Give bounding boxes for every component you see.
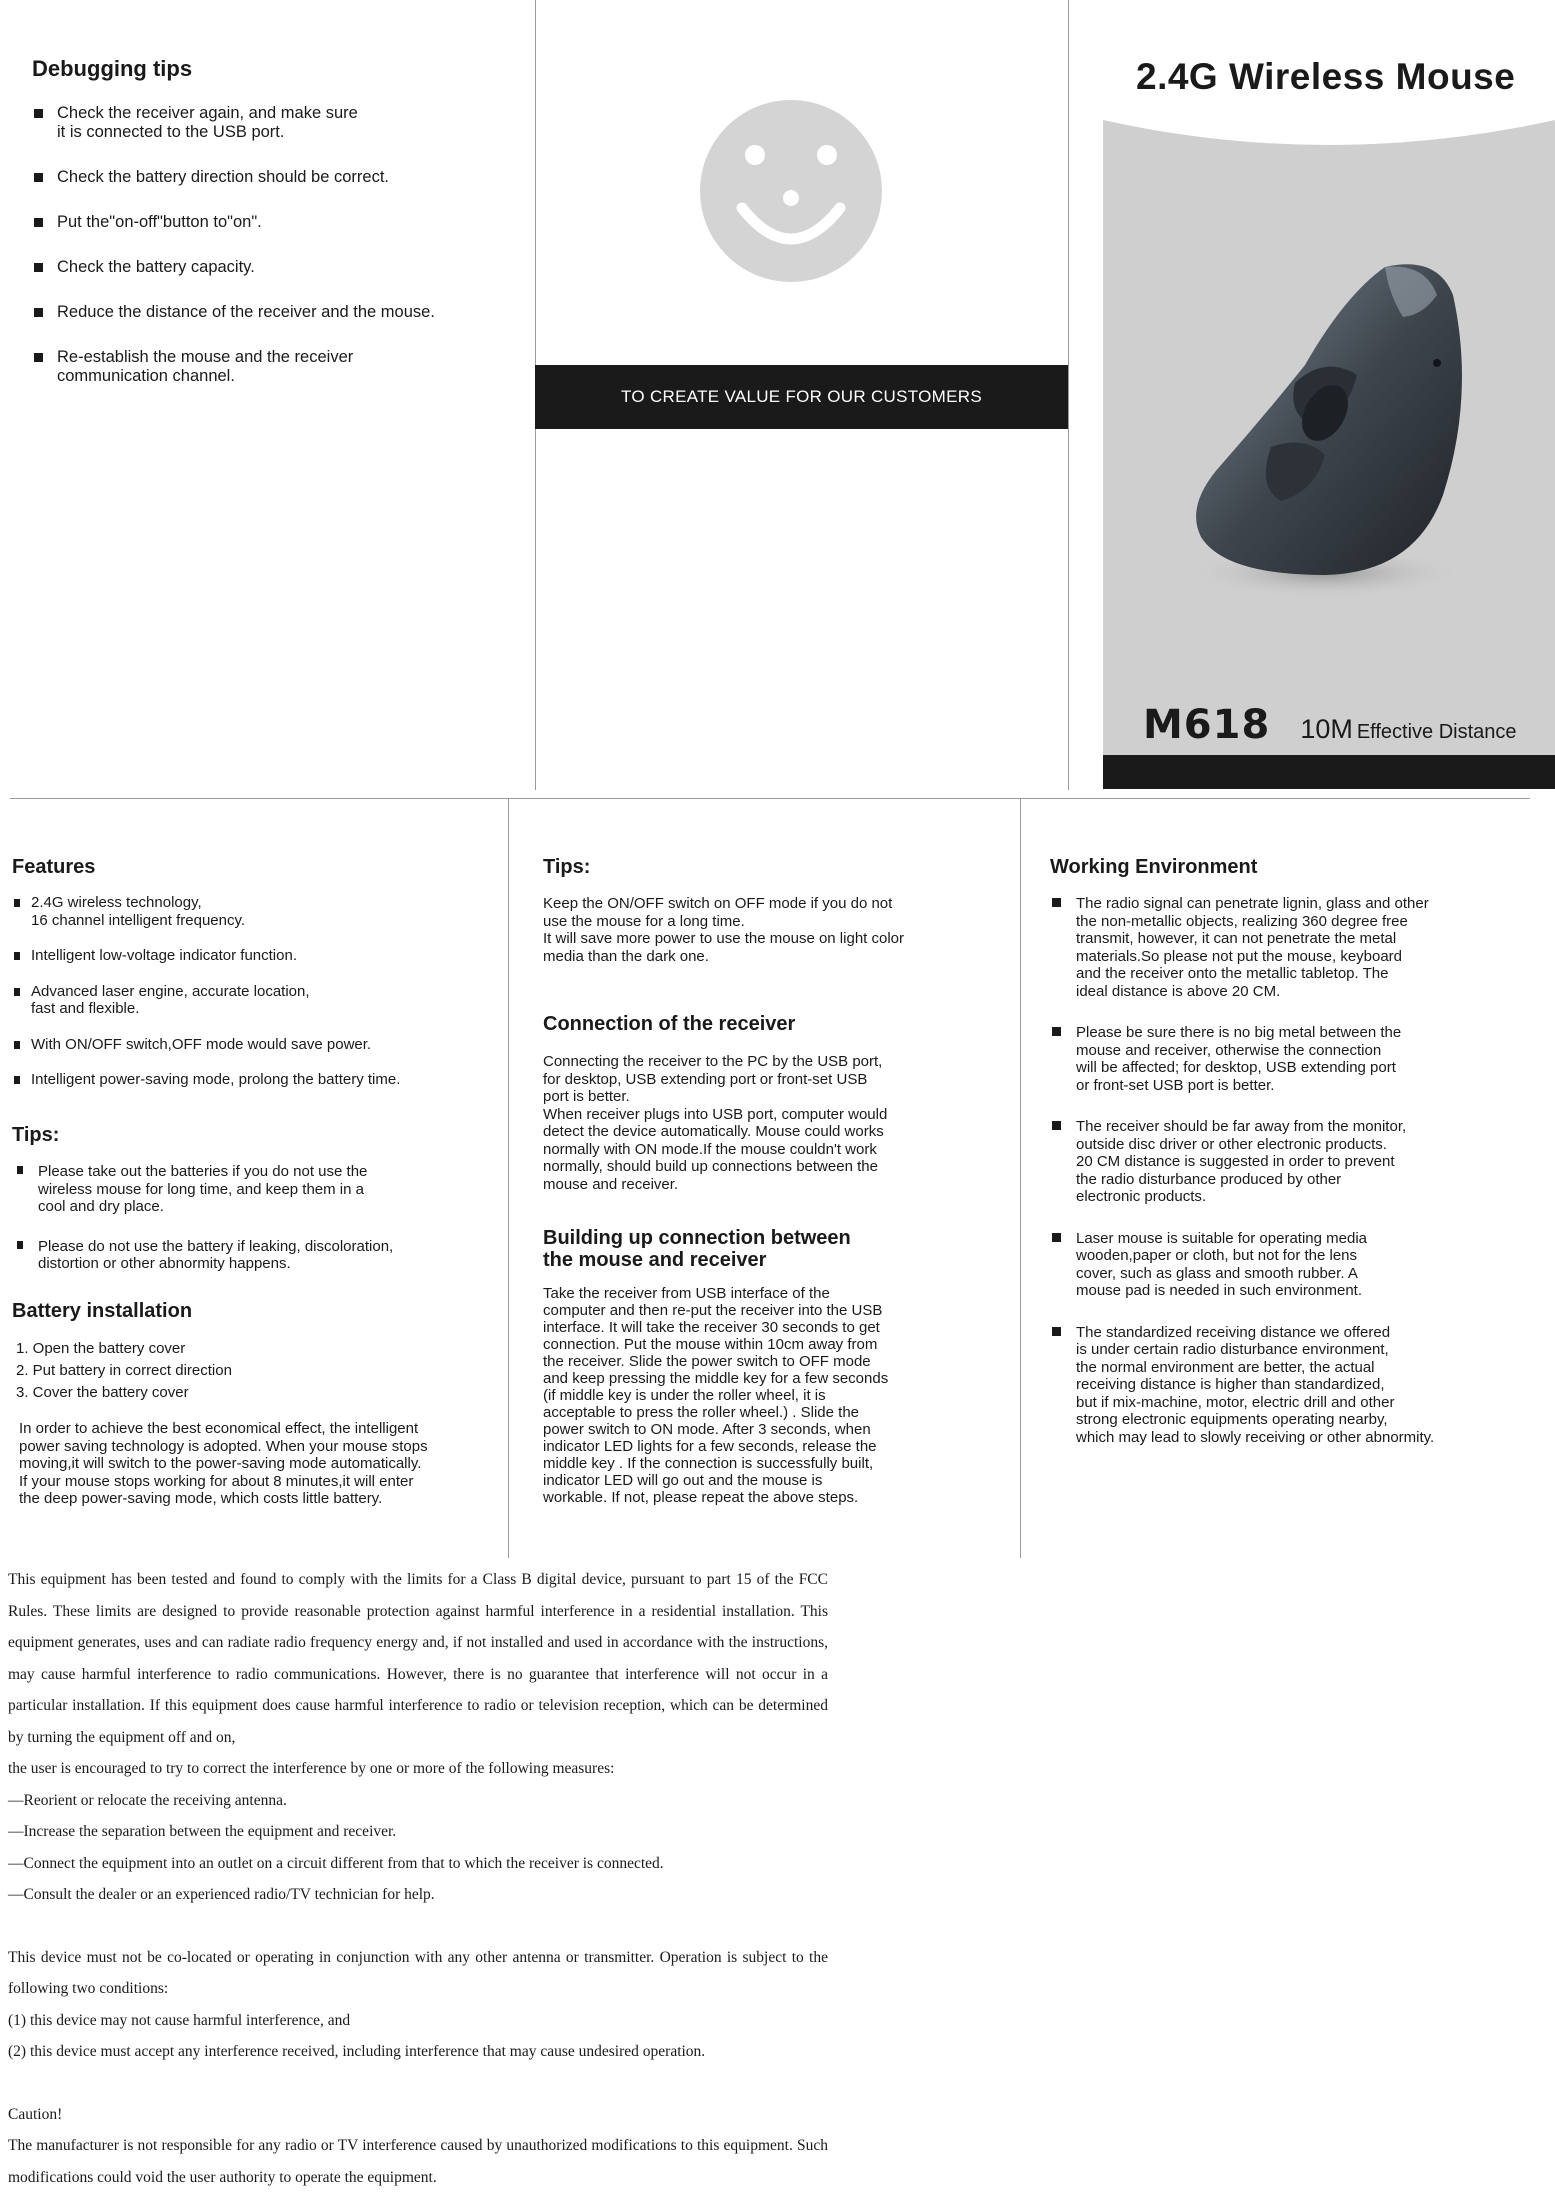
fcc-measure-1: —Reorient or relocate the receiving antenna. bbox=[8, 1791, 287, 1809]
product-title: 2.4G Wireless Mouse bbox=[1136, 56, 1516, 97]
vertical-mouse-image bbox=[1175, 255, 1475, 600]
battery-step-1: 1. Open the battery cover bbox=[16, 1340, 186, 1357]
fcc-measure-4: —Consult the dealer or an experienced radio/TV technician for help. bbox=[8, 1886, 435, 1903]
debugging-tips-heading: Debugging tips bbox=[32, 56, 193, 81]
tip-left-item-2: Please do not use the battery if leaking, discoloration, distortion or other abnormity happens. bbox=[12, 1238, 492, 1273]
tips-center-heading: Tips: bbox=[543, 856, 591, 878]
fcc-condition-1: (1) this device may not cause harmful interference, and bbox=[8, 2011, 351, 2029]
environment-item-4: Laser mouse is suitable for operating media wooden,paper or cloth, but not for the lens cover, such as glass and smooth rubber. A mouse pad is needed in such environment. bbox=[1050, 1230, 1540, 1300]
battery-power-saving-note: In order to achieve the best economical effect, the intelligent power saving technology is adopted. When your mouse stops moving,it will switch to the power-saving mode automatically. If your mouse stops working for about 8 minutes,it will enter the deep power-saving mode, which costs little battery. bbox=[19, 1420, 428, 1507]
smiley-left-eye bbox=[745, 145, 765, 165]
fcc-condition-2: (2) this device must accept any interference received, including interference that may cause undesired operation. bbox=[8, 2043, 706, 2060]
environment-item-5: The standardized receiving distance we offered is under certain radio disturbance environment, the normal environment are better, the actual receiving distance is higher than standardized, but if mix-machine, motor, electric drill and other strong electronic equipments operating nearby, which may lead to slowly receiving or other abnormity. bbox=[1050, 1324, 1540, 1447]
fcc-caution-title: Caution! bbox=[8, 2105, 63, 2123]
tips-center-text: Keep the ON/OFF switch on OFF mode if you do not use the mouse for a long time. It will save more power to use the mouse on light color media than the dark one. bbox=[543, 895, 905, 965]
battery-step-3: 3. Cover the battery cover bbox=[16, 1384, 189, 1401]
slogan-bar: TO CREATE VALUE FOR OUR CUSTOMERS bbox=[535, 365, 1068, 429]
debug-tip-3: Put the"on-off"button to"on". bbox=[32, 213, 512, 232]
fcc-measure-2: —Increase the separation between the equipment and receiver. bbox=[8, 1823, 397, 1840]
middle-divider-left bbox=[508, 798, 509, 1558]
feature-item-2: Intelligent low-voltage indicator function. bbox=[12, 947, 492, 965]
fcc-paragraph-2: This device must not be co-located or operating in conjunction with any other antenna or transmitter. Operation is subject to the following two conditions: bbox=[8, 1948, 828, 1997]
debug-tip-4: Check the battery capacity. bbox=[32, 258, 512, 277]
middle-divider-right bbox=[1020, 798, 1021, 1558]
working-environment-list bbox=[1050, 895, 1540, 1446]
debug-tip-6: Re-establish the mouse and the receiver communication channel. bbox=[32, 348, 512, 386]
cover-bottom-bar bbox=[1103, 755, 1555, 789]
middle-top-rule bbox=[10, 798, 1530, 799]
battery-installation-heading: Battery installation bbox=[12, 1300, 193, 1322]
environment-item-2: Please be sure there is no big metal between the mouse and receiver, otherwise the connection will be affected; for desktop, USB extending port or front-set USB port is better. bbox=[1050, 1024, 1540, 1094]
feature-item-5: Intelligent power-saving mode, prolong the battery time. bbox=[12, 1071, 492, 1089]
features-list bbox=[12, 894, 492, 1089]
debugging-tips-list bbox=[32, 104, 512, 386]
debug-tip-1: Check the receiver again, and make sure it is connected to the USB port. bbox=[32, 104, 512, 142]
connection-text: Connecting the receiver to the PC by the USB port, for desktop, USB extending port or front-set USB port is better. When receiver plugs into USB port, computer would detect the device automatically. Mouse could works normally with ON mode.If the mouse couldn't work normally, should build up connections between the mouse and receiver. bbox=[543, 1053, 888, 1193]
feature-item-1: 2.4G wireless technology, 16 channel intelligent frequency. bbox=[12, 894, 492, 929]
fcc-statement bbox=[8, 1564, 828, 2193]
features-heading: Features bbox=[12, 856, 96, 878]
feature-item-3: Advanced laser engine, accurate location, fast and flexible. bbox=[12, 983, 492, 1018]
model-name: M618 bbox=[1143, 702, 1271, 748]
tips-left-list bbox=[12, 1163, 492, 1273]
connection-heading: Connection of the receiver bbox=[543, 1013, 796, 1035]
debug-tip-2: Check the battery direction should be correct. bbox=[32, 168, 512, 187]
environment-item-1: The radio signal can penetrate lignin, glass and other the non-metallic objects, realizing 360 degree free transmit, however, it can not penetrate the metal materials.So please not put the mouse, keyboard and the receiver onto the metallic tabletop. The ideal distance is above 20 CM. bbox=[1050, 895, 1540, 1000]
smiley-right-eye bbox=[817, 145, 837, 165]
effective-distance-value: 10M bbox=[1300, 714, 1353, 744]
feature-item-4: With ON/OFF switch,OFF mode would save power. bbox=[12, 1036, 492, 1054]
smiley-nose bbox=[783, 190, 799, 206]
smiley-face-logo bbox=[700, 100, 882, 282]
fcc-caution-text: The manufacturer is not responsible for any radio or TV interference caused by unauthorized modifications to this equipment. Such modifications could void the user authority to operate the equipment. bbox=[8, 2137, 828, 2186]
tip-left-item-1: Please take out the batteries if you do not use the wireless mouse for long time, and keep them in a cool and dry place. bbox=[12, 1163, 492, 1216]
top-divider-right bbox=[1068, 0, 1069, 790]
environment-item-3: The receiver should be far away from the monitor, outside disc driver or other electronic products. 20 CM distance is suggested in order to prevent the radio disturbance produced by other electronic products. bbox=[1050, 1118, 1540, 1206]
model-row bbox=[1143, 702, 1517, 748]
fcc-paragraph-1-end: the user is encouraged to try to correct the interference by one or more of the following measures: bbox=[8, 1760, 615, 1777]
debug-tip-5: Reduce the distance of the receiver and the mouse. bbox=[32, 303, 512, 322]
fcc-measure-3: —Connect the equipment into an outlet on a circuit different from that to which the receiver is connected. bbox=[8, 1854, 664, 1872]
building-connection-heading: Building up connection between the mouse and receiver bbox=[543, 1227, 851, 1271]
tips-left-heading: Tips: bbox=[12, 1124, 60, 1146]
fcc-paragraph-1: This equipment has been tested and found to comply with the limits for a Class B digital device, pursuant to part 15 of the FCC Rules. These limits are designed to provide reasonable protection against harmful interference in a residential installation. This equipment generates, uses and can radiate radio frequency energy and, if not installed and used in accordance with the instructions, may cause harmful interference to radio communications. However, there is no guarantee that interference will not occur in a particular installation. If this equipment does cause harmful interference to radio or television reception, which can be determined by turning the equipment off and on, bbox=[8, 1571, 828, 1746]
working-environment-heading: Working Environment bbox=[1050, 856, 1258, 878]
building-connection-text: Take the receiver from USB interface of the computer and then re-put the receiver into the USB interface. It will take the receiver 30 seconds to get connection. Put the mouse within 10cm away from the receiver. Slide the power switch to OFF mode and keep pressing the middle key for a few seconds (if middle key is under the roller wheel, it is acceptable to press the roller wheel.) . Slide the power switch to ON mode. After 3 seconds, when indicator LED lights for a few seconds, release the middle key . If the connection is successfully built, indicator LED will go out and the mouse is workable. If not, please repeat the above steps. bbox=[543, 1285, 889, 1506]
effective-distance-label: Effective Distance bbox=[1356, 721, 1517, 743]
battery-step-2: 2. Put battery in correct direction bbox=[16, 1362, 232, 1379]
battery-steps-list bbox=[16, 1338, 486, 1404]
